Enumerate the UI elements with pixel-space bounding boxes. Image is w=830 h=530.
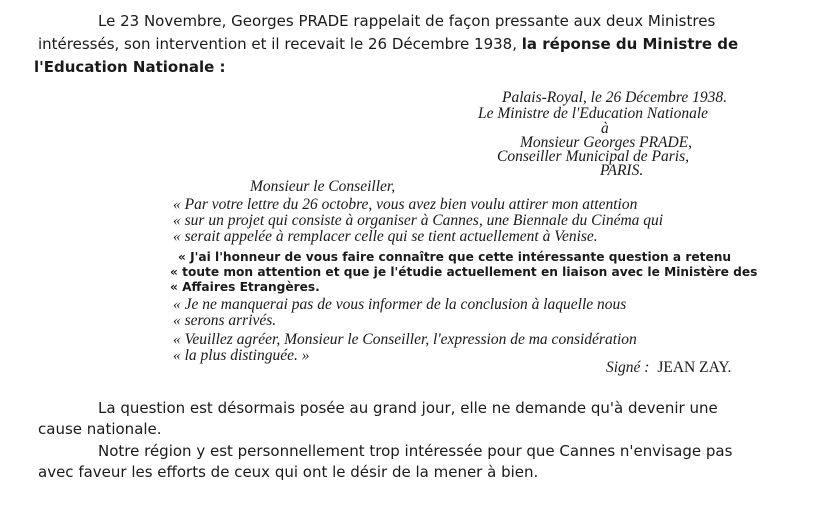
intro-line-2 [38, 35, 738, 53]
letter-salutation: Monsieur le Conseiller, [250, 178, 396, 195]
para1-line-3: « serait appelée à remplacer celle qui se tient actuellement à Venise. [173, 228, 598, 245]
intro-line-1: Le 23 Novembre, Georges PRADE rappelait de façon pressante aux deux Ministres [98, 12, 716, 30]
closing-p2-line-2: avec faveur les efforts de ceux qui ont le désir de la mener à bien. [38, 463, 539, 481]
letter-recipient: Monsieur Georges PRADE, [520, 134, 693, 151]
letter-place-date: Palais-Royal, le 26 Décembre 1938. [502, 89, 727, 106]
intro-line-2-text: intéressés, son intervention et il recevait le 26 Décembre 1938, [38, 35, 517, 53]
closing-p1-line-1: La question est désormais posée au grand jour, elle ne demande qu'à devenir une [98, 399, 718, 417]
para1-line-2: « sur un projet qui consiste à organiser à Cannes, une Biennale du Cinéma qui [173, 212, 664, 229]
intro-line-2-bold: la réponse du Ministre de [521, 35, 739, 53]
closing-p1-line-2: cause nationale. [38, 420, 162, 438]
para3-line-2: « serons arrivés. [173, 312, 277, 329]
intro-line-3: l'Education Nationale : [34, 58, 226, 76]
para4-line-1: « Veuillez agréer, Monsieur le Conseiller, l'expression de ma considération [173, 331, 637, 348]
letter-recipient-title: Conseiller Municipal de Paris, [497, 148, 690, 165]
closing-p2-line-1: Notre région y est personnellement trop intéressée pour que Cannes n'envisage pas [98, 442, 733, 460]
para3-line-1: « Je ne manquerai pas de vous informer de la conclusion à laquelle nous [173, 296, 627, 313]
para2-line-3: « Affaires Etrangères. [170, 280, 320, 294]
letter-sender: Le Ministre de l'Education Nationale [478, 105, 709, 122]
letter-to-word: à [601, 120, 609, 137]
para1-line-1: « Par votre lettre du 26 octobre, vous avez bien voulu attirer mon attention [173, 196, 638, 213]
para4-line-2: « la plus distinguée. » [173, 347, 310, 364]
signature-label: Signé : [606, 359, 650, 376]
signature [606, 359, 731, 377]
signature-name: JEAN ZAY. [657, 359, 732, 376]
para2-line-1: « J'ai l'honneur de vous faire connaître que cette intéressante question a retenu [178, 250, 732, 264]
letter-city: PARIS. [600, 162, 644, 179]
para2-line-2: « toute mon attention et que je l'étudie actuellement en liaison avec le Ministère des [170, 265, 758, 279]
